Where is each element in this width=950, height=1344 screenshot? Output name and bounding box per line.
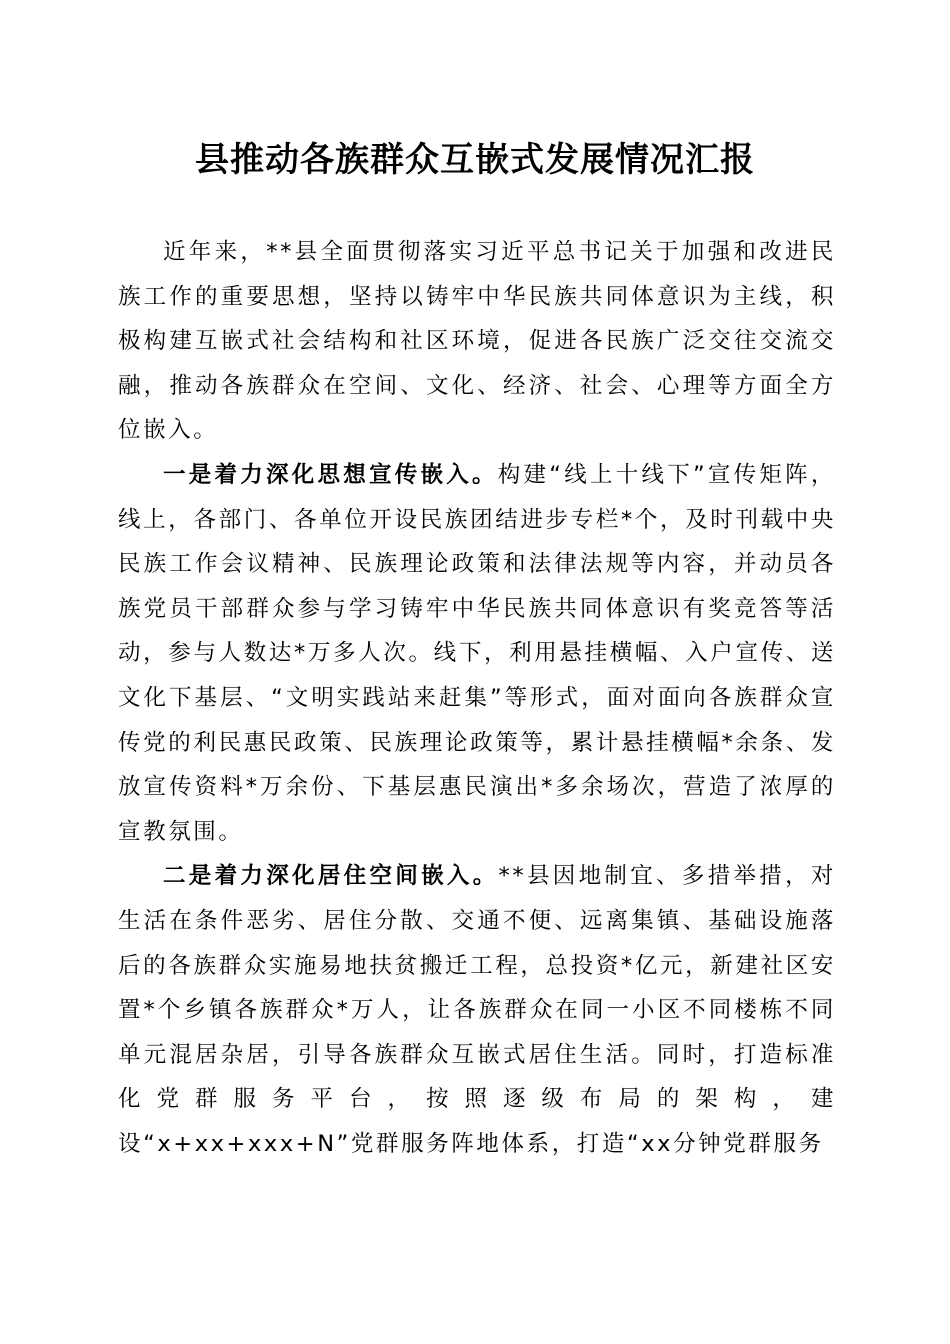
paragraph-ideology-publicity bbox=[118, 453, 836, 854]
document-body bbox=[118, 230, 836, 1166]
paragraph-intro bbox=[118, 230, 836, 453]
paragraph-text: 构建“线上十线下”宣传矩阵，线上，各部门、各单位开设民族团结进步专栏*个，及时刊载中央民族工作会议精神、民族理论政策和法律法规等内容，并动员各族党员干部群众参与学习铸牢中华民族共同体意识有奖竞答等活动，参与人数达*万多人次。线下，利用悬挂横幅、入户宣传、送文化下基层、“文明实践站来赶集”等形式，面对面向各族群众宣传党的利民惠民政策、民族理论政策等，累计悬挂横幅*余条、发放宣传资料*万余份、下基层惠民演出*多余场次，营造了浓厚的宣教氛围。 bbox=[118, 461, 836, 845]
paragraph-living-space bbox=[118, 854, 836, 1166]
document-title: 县推动各族群众互嵌式发展情况汇报 bbox=[195, 140, 755, 180]
paragraph-lead: 一是着力深化思想宣传嵌入。 bbox=[163, 461, 498, 488]
paragraph-lead: 二是着力深化居住空间嵌入。 bbox=[163, 863, 499, 890]
paragraph-text: 近年来，**县全面贯彻落实习近平总书记关于加强和改进民族工作的重要思想，坚持以铸牢中华民族共同体意识为主线，积极构建互嵌式社会结构和社区环境，促进各民族广泛交往交流交融，推动各族群众在空间、文化、经济、社会、心理等方面全方位嵌入。 bbox=[118, 239, 836, 444]
paragraph-text: **县因地制宜、多措举措，对生活在条件恶劣、居住分散、交通不便、远离集镇、基础设施落后的各族群众实施易地扶贫搬迁工程，总投资*亿元，新建社区安置*个乡镇各族群众*万人，让各族群众在同一小区不同楼栋不同单元混居杂居，引导各族群众互嵌式居住生活。同时，打造标准化党群服务平台，按照逐级布局的架构，建设“x+xx+xxx+N”党群服务阵地体系，打造“xx分钟党群服务 bbox=[118, 863, 836, 1157]
